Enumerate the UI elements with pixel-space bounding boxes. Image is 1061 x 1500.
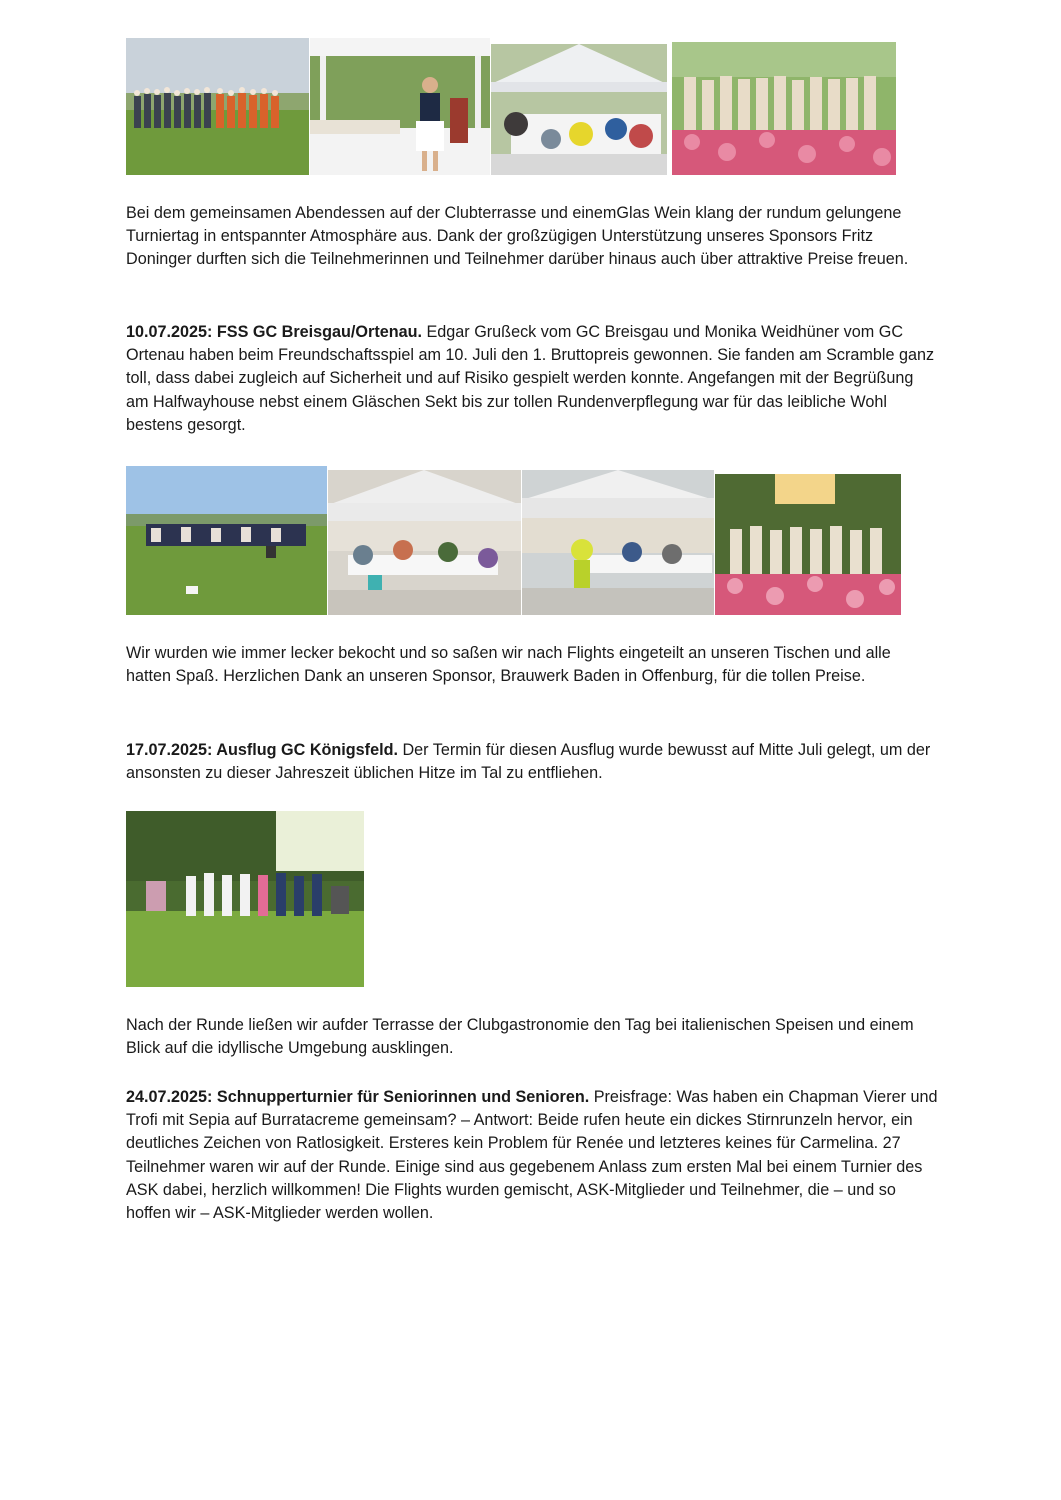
paragraph-dinner-terrace: Bei dem gemeinsamen Abendessen auf der Clubterrasse und einemGlas Wein klang der rundum gelungene Turniertag in entspannter Atmosphäre aus. Dank der großzügigen Unterstützung unseres Sponsors Fritz Doninger durften sich die Teilnehmerinnen und Teilnehmer darüber hinaus auch über attraktive Preise freuen.	[126, 204, 909, 269]
paragraph-cooking-sponsor: Wir wurden wie immer lecker bekocht und so saßen wir nach Flights eingeteilt an unseren Tischen und alle hatten Spaß. Herzlichen Dank an unseren Sponsor, Brauwerk Baden in Offenburg, für die tollen Preise.	[126, 644, 891, 686]
heading-schnupperturnier: 24.07.2025: Schnupperturnier für Seniorinnen und Senioren.	[126, 1088, 590, 1106]
body-schnupperturnier: Preisfrage: Was haben ein Chapman Vierer und Trofi mit Sepia auf Burratacreme gemeinsam? – Antwort: Beide rufen heute ein dickes Stirnrunzeln hervor, ein deutliches Zeichen von Ratlosigkeit. Ersteres kein Problem für Renée und letzteres keines für Carmelina. 27 Teilnehmer waren wir auf der Runde. Einige sind aus gegebenem Anlass zum ersten Mal bei einem Turnier des ASK dabei, herzlich willkommen! Die Flights wurden gemischt, ASK-Mitglieder und Teilnehmer, die – und so hoffen wir – ASK-Mitglieder werden wollen.	[126, 1088, 938, 1223]
paragraph-schnupperturnier	[126, 1086, 938, 1225]
photo-group-with-flowers	[672, 42, 896, 175]
photo-large-group-on-fairway	[126, 466, 327, 615]
heading-fss-breisgau-ortenau: 10.07.2025: FSS GC Breisgau/Ortenau.	[126, 323, 422, 341]
body-ausflug-koenigsfeld: Der Termin für diesen Ausflug wurde bewusst auf Mitte Juli gelegt, um der ansonsten zu dieser Jahreszeit üblichen Hitze im Tal zu entfliehen.	[126, 741, 931, 783]
paragraph-fss-breisgau-ortenau	[126, 321, 938, 437]
photo-tent-guests	[491, 44, 667, 175]
photo-tent-dinner-right	[522, 470, 714, 615]
photo-group-evening-flowers	[715, 474, 901, 615]
paragraph-terrasse-clubgastronomie: Nach der Runde ließen wir aufder Terrasse der Clubgastronomie den Tag bei italienischen Speisen und einem Blick auf die idyllische Umgebung ausklingen.	[126, 1016, 914, 1058]
photo-group-on-green	[126, 38, 309, 175]
photo-koenigsfeld-group	[126, 811, 364, 987]
heading-ausflug-koenigsfeld: 17.07.2025: Ausflug GC Königsfeld.	[126, 741, 398, 759]
paragraph-ausflug-koenigsfeld	[126, 739, 938, 785]
body-fss-breisgau-ortenau: Edgar Grußeck vom GC Breisgau und Monika Weidhüner vom GC Ortenau haben beim Freundschaftsspiel am 10. Juli den 1. Bruttopreis gewonnen. Sie fanden am Scramble ganz toll, dass dabei zugleich auf Sicherheit und auf Risiko gespielt werden konnte. Angefangen mit der Begrüßung am Halfwayhouse nebst einem Gläschen Sekt bis zur tollen Rundenverpflegung war für das leibliche Wohl bestens gesorgt.	[126, 323, 935, 434]
photo-tent-dinner-left	[328, 470, 521, 615]
photo-woman-at-buffet	[310, 38, 490, 175]
